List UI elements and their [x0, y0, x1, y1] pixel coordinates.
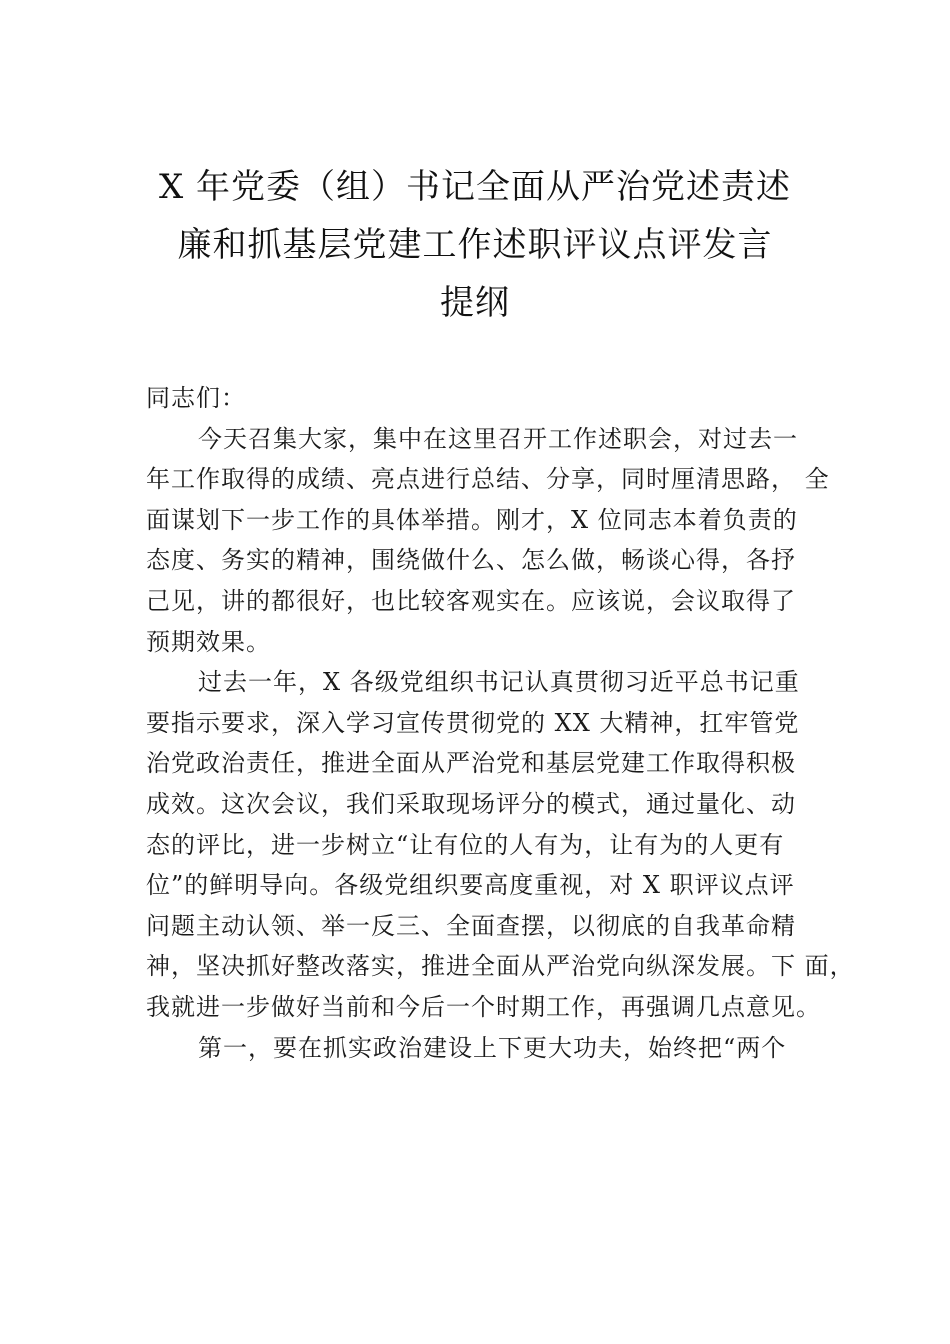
title-line: 提纲 — [440, 283, 510, 323]
paragraph-line: 治党政治责任，推进全面从严治党和基层党建工作取得积极 — [146, 749, 796, 778]
paragraph-line: 今天召集大家，集中在这里召开工作述职会，对过去一 — [198, 424, 798, 453]
paragraph-line: 问题主动认领、举一反三、全面查摆，以彻底的自我革命精 — [146, 911, 796, 940]
document-title — [130, 158, 820, 332]
paragraph-line: 位”的鲜明导向。各级党组织要高度重视，对 X 职评议点评 — [146, 871, 795, 900]
paragraph-line: 神，坚决抓好整改落实，推进全面从严治党向纵深发展。下 面， — [146, 952, 855, 981]
paragraph-line: 成效。这次会议，我们采取现场评分的模式，通过量化、动 — [146, 789, 796, 818]
paragraph-line: 年工作取得的成绩、亮点进行总结、分享，同时厘清思路， 全 — [146, 465, 830, 494]
paragraph-line: 同志们： — [146, 384, 246, 412]
title-line: X 年党委（组）书记全面从严治党述责述 — [158, 167, 791, 207]
paragraph-line: 过去一年，X 各级党组织书记认真贯彻习近平总书记重 — [198, 668, 800, 697]
paragraph-line: 预期效果。 — [146, 627, 271, 656]
paragraph-line: 态的评比，进一步树立“让有位的人有为，让有为的人更有 — [146, 830, 785, 859]
title-line: 廉和抓基层党建工作述职评议点评发言 — [177, 225, 773, 265]
paragraph-line: 第一，要在抓实政治建设上下更大功夫，始终把“两个 — [198, 1033, 787, 1062]
paragraph-line: 面谋划下一步工作的具体举措。刚才，X 位同志本着负责的 — [146, 505, 798, 534]
paragraph-line: 态度、务实的精神，围绕做什么、怎么做，畅谈心得，各抒 — [146, 546, 796, 575]
paragraph-line: 己见，讲的都很好，也比较客观实在。应该说，会议取得了 — [146, 586, 796, 615]
paragraph-line: 要指示要求，深入学习宣传贯彻党的 XX 大精神，扛牢管党 — [146, 708, 800, 737]
document-body — [146, 378, 855, 1068]
paragraph-line: 我就进一步做好当前和今后一个时期工作，再强调几点意见。 — [146, 992, 821, 1021]
